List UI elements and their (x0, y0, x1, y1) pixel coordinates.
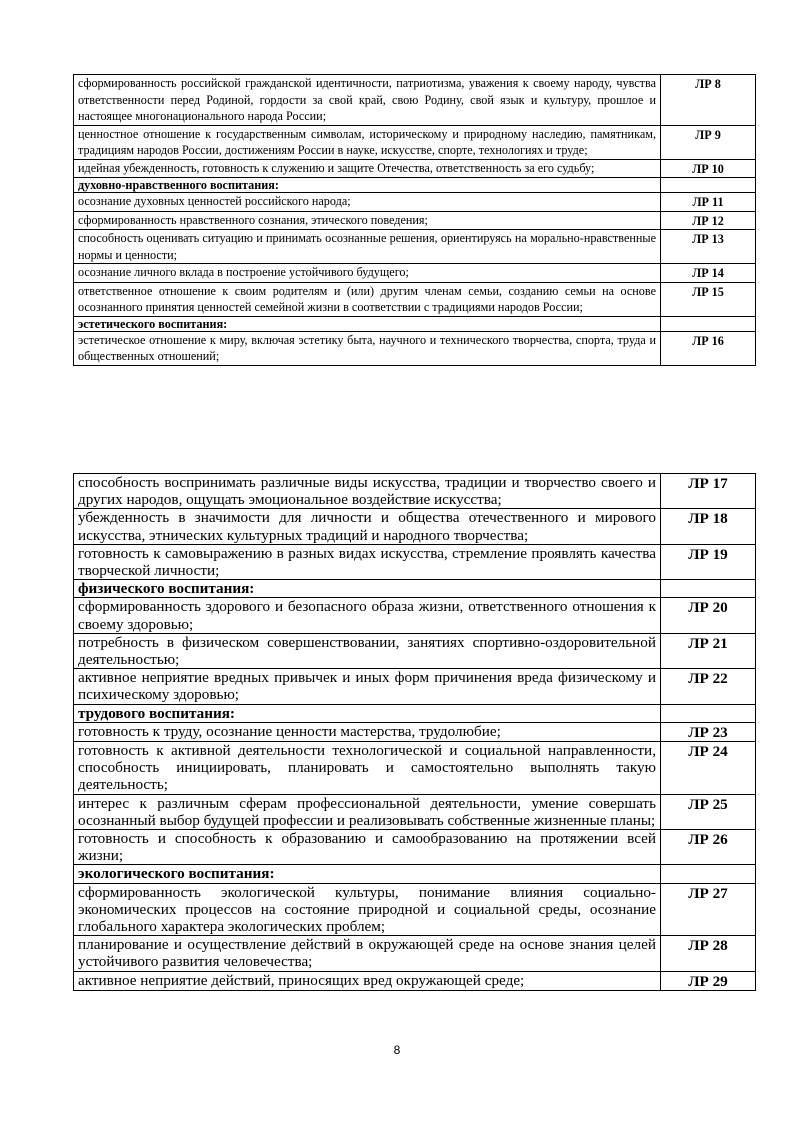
result-code: ЛР 10 (661, 159, 756, 178)
result-description: активное неприятие вредных привычек и иных форм причинения вреда физическому и психическому здоровью; (74, 669, 661, 704)
table-row (74, 282, 756, 316)
empty-cell (661, 316, 756, 331)
result-description: планирование и осуществление действий в окружающей среде на основе знания целей устойчивого развития человечества; (74, 936, 661, 971)
table-row (74, 75, 756, 126)
result-description: способность воспринимать различные виды искусства, традиции и творчество своего и других народов, ощущать эмоциональное воздействие искусства; (74, 474, 661, 509)
result-description: ответственное отношение к своим родителям и (или) другим членам семьи, созданию семьи на основе осознанного принятия ценностей семейной жизни в соответствии с традициями народов России; (74, 282, 661, 316)
table-row (74, 883, 756, 936)
result-code: ЛР 21 (661, 633, 756, 668)
section-heading-row (74, 865, 756, 883)
result-code: ЛР 27 (661, 883, 756, 936)
empty-cell (661, 704, 756, 722)
result-code: ЛР 13 (661, 230, 756, 264)
result-description: ценностное отношение к государственным символам, историческому и природному наследию, памятникам, традициям народов России, достижениям России в науке, искусстве, спорте, технологиях и труде; (74, 125, 661, 159)
result-code: ЛР 11 (661, 193, 756, 212)
result-description: эстетическое отношение к миру, включая эстетику быта, научного и технического творчества, спорта, труда и общественных отношений; (74, 331, 661, 365)
result-description: готовность к самовыражению в разных видах искусства, стремление проявлять качества творческой личности; (74, 544, 661, 579)
section-heading-row (74, 178, 756, 193)
table-row (74, 544, 756, 579)
section-heading: эстетического воспитания: (74, 316, 661, 331)
section-heading-row (74, 580, 756, 598)
result-description: готовность к труду, осознание ценности мастерства, трудолюбие; (74, 722, 661, 741)
table-row (74, 509, 756, 544)
result-code: ЛР 15 (661, 282, 756, 316)
result-code: ЛР 18 (661, 509, 756, 544)
table-row (74, 936, 756, 971)
result-description: сформированность российской гражданской идентичности, патриотизма, уважения к своему народу, чувства ответственности перед Родиной, гордости за свой край, свою Родину, свой язык и культуру, прошлое и настоящее многонационального народа России; (74, 75, 661, 126)
result-code: ЛР 23 (661, 722, 756, 741)
table-row (74, 264, 756, 283)
table-row (74, 474, 756, 509)
result-description: активное неприятие действий, приносящих вред окружающей среде; (74, 971, 661, 990)
page-number: 8 (393, 1043, 401, 1057)
table-row (74, 331, 756, 365)
result-code: ЛР 14 (661, 264, 756, 283)
result-code: ЛР 9 (661, 125, 756, 159)
result-description: готовность и способность к образованию и самообразованию на протяжении всей жизни; (74, 830, 661, 865)
result-description: готовность к активной деятельности технологической и социальной направленности, способность инициировать, планировать и самостоятельно выполнять такую деятельность; (74, 742, 661, 795)
table-row (74, 669, 756, 704)
result-code: ЛР 28 (661, 936, 756, 971)
table-row (74, 211, 756, 230)
section-heading: духовно-нравственного воспитания: (74, 178, 661, 193)
table-row (74, 742, 756, 795)
section-heading: экологического воспитания: (74, 865, 661, 883)
result-code: ЛР 8 (661, 75, 756, 126)
result-description: сформированность экологической культуры, понимание влияния социально-экономических процессов на состояние природной и социальной среды, осознание глобального характера экологических проблем; (74, 883, 661, 936)
table-row (74, 230, 756, 264)
result-description: сформированность здорового и безопасного образа жизни, ответственного отношения к своему здоровью; (74, 598, 661, 633)
result-code: ЛР 29 (661, 971, 756, 990)
section-heading: физического воспитания: (74, 580, 661, 598)
results-table-top (73, 74, 756, 366)
result-description: потребность в физическом совершенствовании, занятиях спортивно-оздоровительной деятельностью; (74, 633, 661, 668)
table-row (74, 971, 756, 990)
result-description: способность оценивать ситуацию и принимать осознанные решения, ориентируясь на морально-нравственные нормы и ценности; (74, 230, 661, 264)
result-code: ЛР 24 (661, 742, 756, 795)
result-code: ЛР 22 (661, 669, 756, 704)
result-code: ЛР 19 (661, 544, 756, 579)
result-description: осознание духовных ценностей российского народа; (74, 193, 661, 212)
result-code: ЛР 25 (661, 794, 756, 829)
table-row (74, 830, 756, 865)
empty-cell (661, 865, 756, 883)
result-description: интерес к различным сферам профессиональной деятельности, умение совершать осознанный выбор будущей профессии и реализовывать собственные жизненные планы; (74, 794, 661, 829)
result-code: ЛР 16 (661, 331, 756, 365)
result-code: ЛР 17 (661, 474, 756, 509)
table-row (74, 125, 756, 159)
empty-cell (661, 178, 756, 193)
result-code: ЛР 26 (661, 830, 756, 865)
table-row (74, 633, 756, 668)
section-heading: трудового воспитания: (74, 704, 661, 722)
result-description: осознание личного вклада в построение устойчивого будущего; (74, 264, 661, 283)
table-row (74, 794, 756, 829)
table-row (74, 159, 756, 178)
result-code: ЛР 20 (661, 598, 756, 633)
table-row (74, 722, 756, 741)
empty-cell (661, 580, 756, 598)
results-table-bottom (73, 473, 756, 991)
result-code: ЛР 12 (661, 211, 756, 230)
section-heading-row (74, 316, 756, 331)
result-description: сформированность нравственного сознания, этического поведения; (74, 211, 661, 230)
table-row (74, 598, 756, 633)
result-description: убежденность в значимости для личности и общества отечественного и мирового искусства, этнических культурных традиций и народного творчества; (74, 509, 661, 544)
table-row (74, 193, 756, 212)
section-heading-row (74, 704, 756, 722)
result-description: идейная убежденность, готовность к служению и защите Отечества, ответственность за его судьбу; (74, 159, 661, 178)
